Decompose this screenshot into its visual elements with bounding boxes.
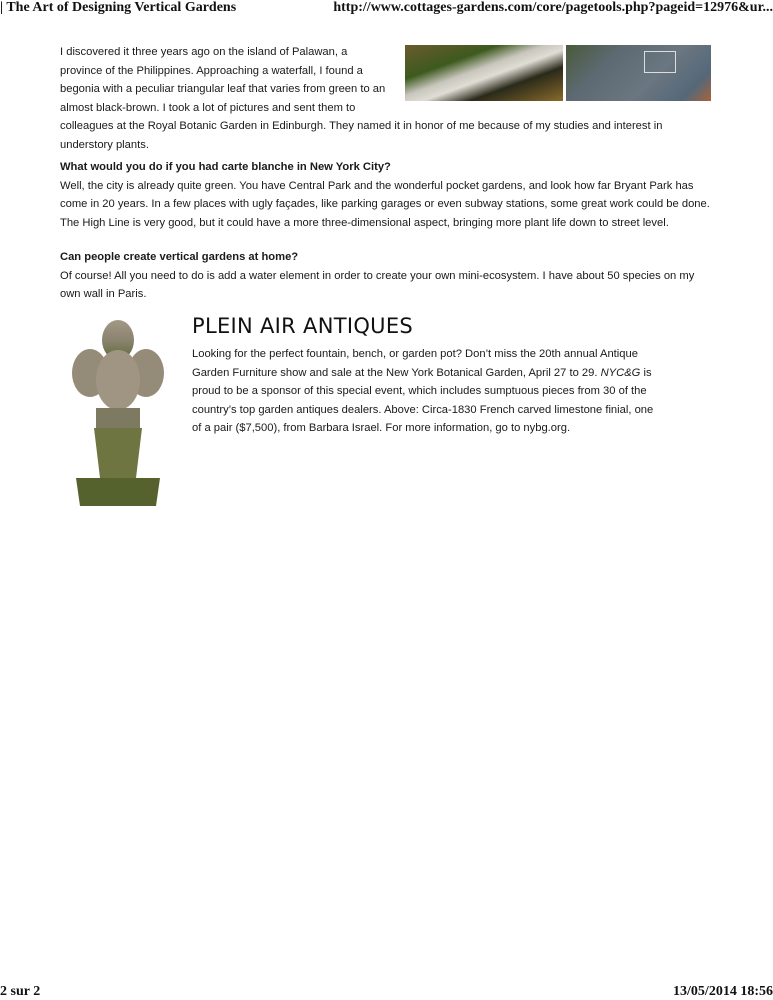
print-footer-page: 2 sur 2 bbox=[0, 984, 41, 999]
vertical-garden-photo-2 bbox=[566, 45, 711, 101]
text-line: almost black-brown. I took a lot of pictures and sent them to bbox=[60, 101, 356, 114]
magazine-name: NYC&G bbox=[600, 366, 641, 379]
intro-paragraph-top bbox=[60, 43, 663, 154]
print-header-url: http://www.cottages-gardens.com/core/pagetools.php?pageid=12976&ur... bbox=[333, 0, 773, 15]
answer-text: Of course! All you need to do is add a water element in order to create your own mini-ecosystem. I have about 50 species on my own wall in Paris. bbox=[60, 269, 695, 300]
print-footer-datetime: 13/05/2014 18:56 bbox=[673, 984, 773, 999]
feature-text: is proud to be a sponsor of this special event, which includes sumptuous pieces from 30 of the country’s top garden antiques dealers. Above: Circa-1830 French carved limestone finial, one of a pair ($7,500), from Barbara Israel. For more information, go to nybg.org. bbox=[192, 366, 654, 434]
text-line: province of the Philippines. Approaching a waterfall, I found a bbox=[60, 64, 363, 77]
feature-heading: PLEIN AIR ANTIQUES bbox=[192, 314, 414, 338]
text-line: understory plants. bbox=[60, 138, 149, 151]
answer-text: Well, the city is already quite green. You have Central Park and the wonderful pocket gardens, and look how far Bryant Park has come in 20 years. In a few places with ugly façades, like parking garages or even subway stations, some great work could be done. The High Line is very good, but it could have a more three-dimensional aspect, bringing more plant life down to street level. bbox=[60, 179, 710, 229]
bench-shape bbox=[644, 51, 676, 73]
feature-paragraph bbox=[192, 345, 662, 438]
question-heading: What would you do if you had carte blanche in New York City? bbox=[60, 161, 391, 173]
limestone-finial-photo bbox=[66, 318, 170, 512]
text-line: I discovered it three years ago on the island of Palawan, a bbox=[60, 46, 348, 58]
print-header-title: | The Art of Designing Vertical Gardens bbox=[0, 0, 237, 15]
question-heading: Can people create vertical gardens at home? bbox=[60, 251, 299, 263]
feature-text: Looking for the perfect fountain, bench, or garden pot? Don’t miss the 20th annual Antique Garden Furniture show and sale at the New York Botanical Garden, April 27 to 29. bbox=[192, 348, 638, 379]
qa-block-2 bbox=[60, 248, 715, 304]
vertical-garden-photo-1 bbox=[405, 45, 563, 101]
text-line: colleagues at the Royal Botanic Garden in Edinburgh. They named it in honor of me because of my studies and interest in bbox=[60, 120, 663, 132]
qa-block-1 bbox=[60, 158, 715, 232]
text-line: begonia with a peculiar triangular leaf that varies from green to an bbox=[60, 83, 386, 95]
